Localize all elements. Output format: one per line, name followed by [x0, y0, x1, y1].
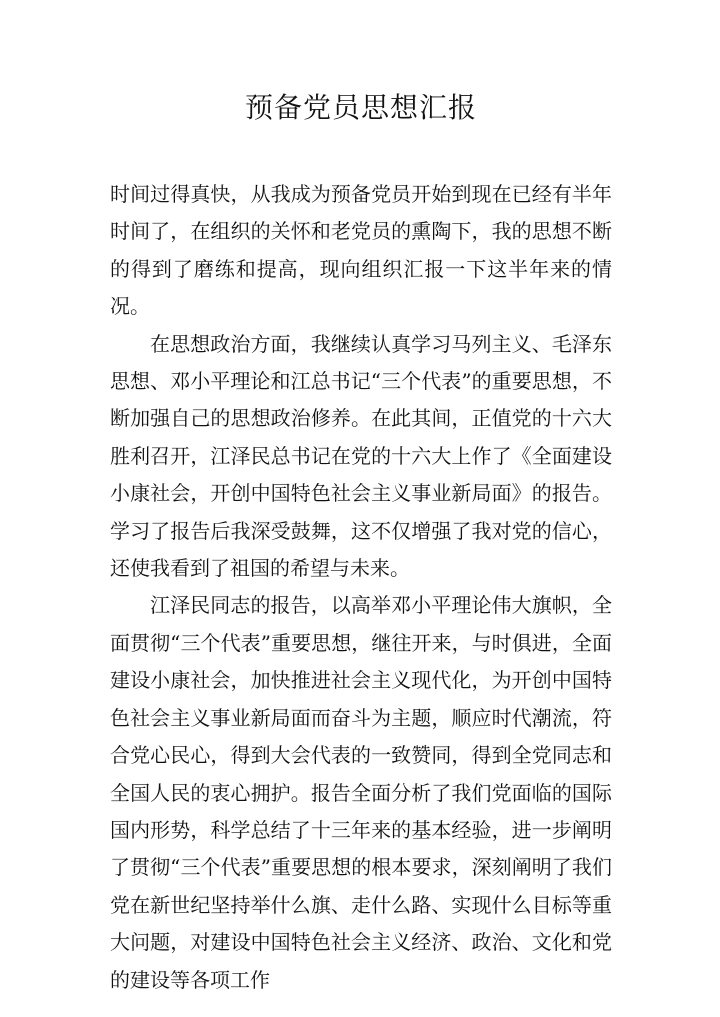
- paragraph-1: 时间过得真快，从我成为预备党员开始到现在已经有半年时间了，在组织的关怀和老党员的熏陶下，我的思想不断的得到了磨练和提高，现向组织汇报一下这半年来的情况。: [110, 182, 612, 319]
- document-title: 预备党员思想汇报: [244, 91, 477, 124]
- paragraph-3: 江泽民同志的报告，以高举邓小平理论伟大旗帜，全面贯彻“三个代表”重要思想，继往开来，与时俱进，全面建设小康社会，加快推进社会主义现代化，为开创中国特色社会主义事业新局面而奋斗为主题，顺应时代潮流，符合党心民心，得到大会代表的一致赞同，得到全党同志和全国人民的衷心拥护。报告全面分析了我们党面临的国际国内形势，科学总结了十三年来的基本经验，进一步阐明了贯彻“三个代表”重要思想的根本要求，深刻阐明了我们党在新世纪坚持举什么旗、走什么路、实现什么目标等重大问题，对建设中国特色社会主义经济、政治、文化和党的建设等各项工作: [110, 593, 612, 992]
- paragraph-2: 在思想政治方面，我继续认真学习马列主义、毛泽东思想、邓小平理论和江总书记“三个代表”的重要思想，不断加强自己的思想政治修养。在此其间，正值党的十六大胜利召开，江泽民总书记在党的十六大上作了《全面建设小康社会，开创中国特色社会主义事业新局面》的报告。学习了报告后我深受鼓舞，这不仅增强了我对党的信心，还使我看到了祖国的希望与未来。: [110, 331, 612, 581]
- document-body: [110, 176, 612, 999]
